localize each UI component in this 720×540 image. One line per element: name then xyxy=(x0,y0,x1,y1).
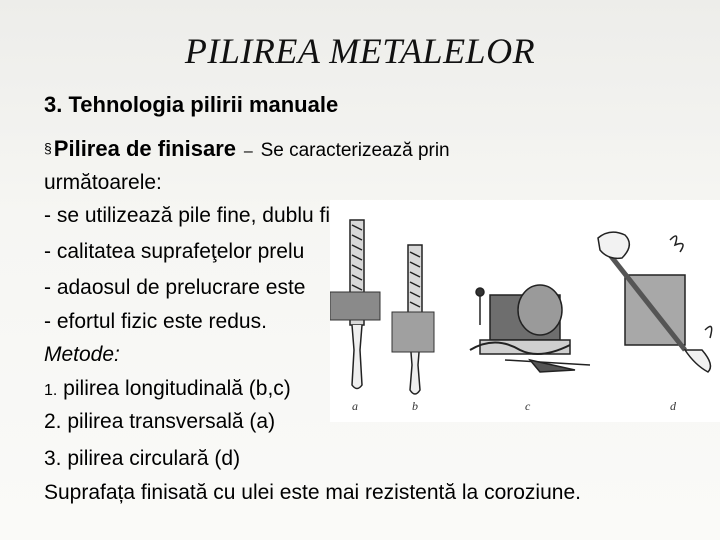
figure-label-a: a xyxy=(352,399,358,413)
point-4: - efortul fizic este redus. xyxy=(44,310,267,333)
bullet-marker: § xyxy=(44,140,52,156)
method-3: 3. pilirea circulară (d) xyxy=(44,447,241,470)
method-1-text: pilirea longitudinală (b,c) xyxy=(57,377,291,400)
figure-label-b: b xyxy=(412,399,418,413)
figure-label-c: c xyxy=(525,399,531,413)
bullet-dash: – xyxy=(243,143,253,160)
point-1: - se utilizează pile fine, dublu fi xyxy=(44,204,330,227)
filing-methods-illustration xyxy=(330,200,720,422)
bullet-bold-text: Pilirea de finisare xyxy=(53,136,236,161)
slide-title: PILIREA METALELOR xyxy=(184,31,536,71)
method-2: 2. pilirea transversală (a) xyxy=(44,410,276,433)
methods-label: Metode: xyxy=(44,343,120,366)
section-heading: 3. Tehnologia pilirii manuale xyxy=(44,92,339,117)
method-1-number: 1. xyxy=(44,382,58,399)
bullet-rest-text: Se caracterizează prin xyxy=(260,140,450,161)
method-1 xyxy=(44,378,291,399)
conclusion-text: Suprafața finisată cu ulei este mai rezistentă la coroziune. xyxy=(44,481,581,504)
bullet-line xyxy=(44,138,450,160)
figure-d-file xyxy=(598,232,712,372)
point-3: - adaosul de prelucrare este xyxy=(44,276,306,299)
figure-a-workpiece xyxy=(330,292,380,320)
filing-methods-drawing xyxy=(330,200,720,422)
figure-label-d: d xyxy=(670,399,676,413)
figure-b-workpiece xyxy=(392,312,434,352)
point-2: - calitatea suprafeţelor prelu xyxy=(44,240,305,263)
continuation-text: următoarele: xyxy=(44,171,162,194)
figure-c-vise xyxy=(470,285,590,372)
